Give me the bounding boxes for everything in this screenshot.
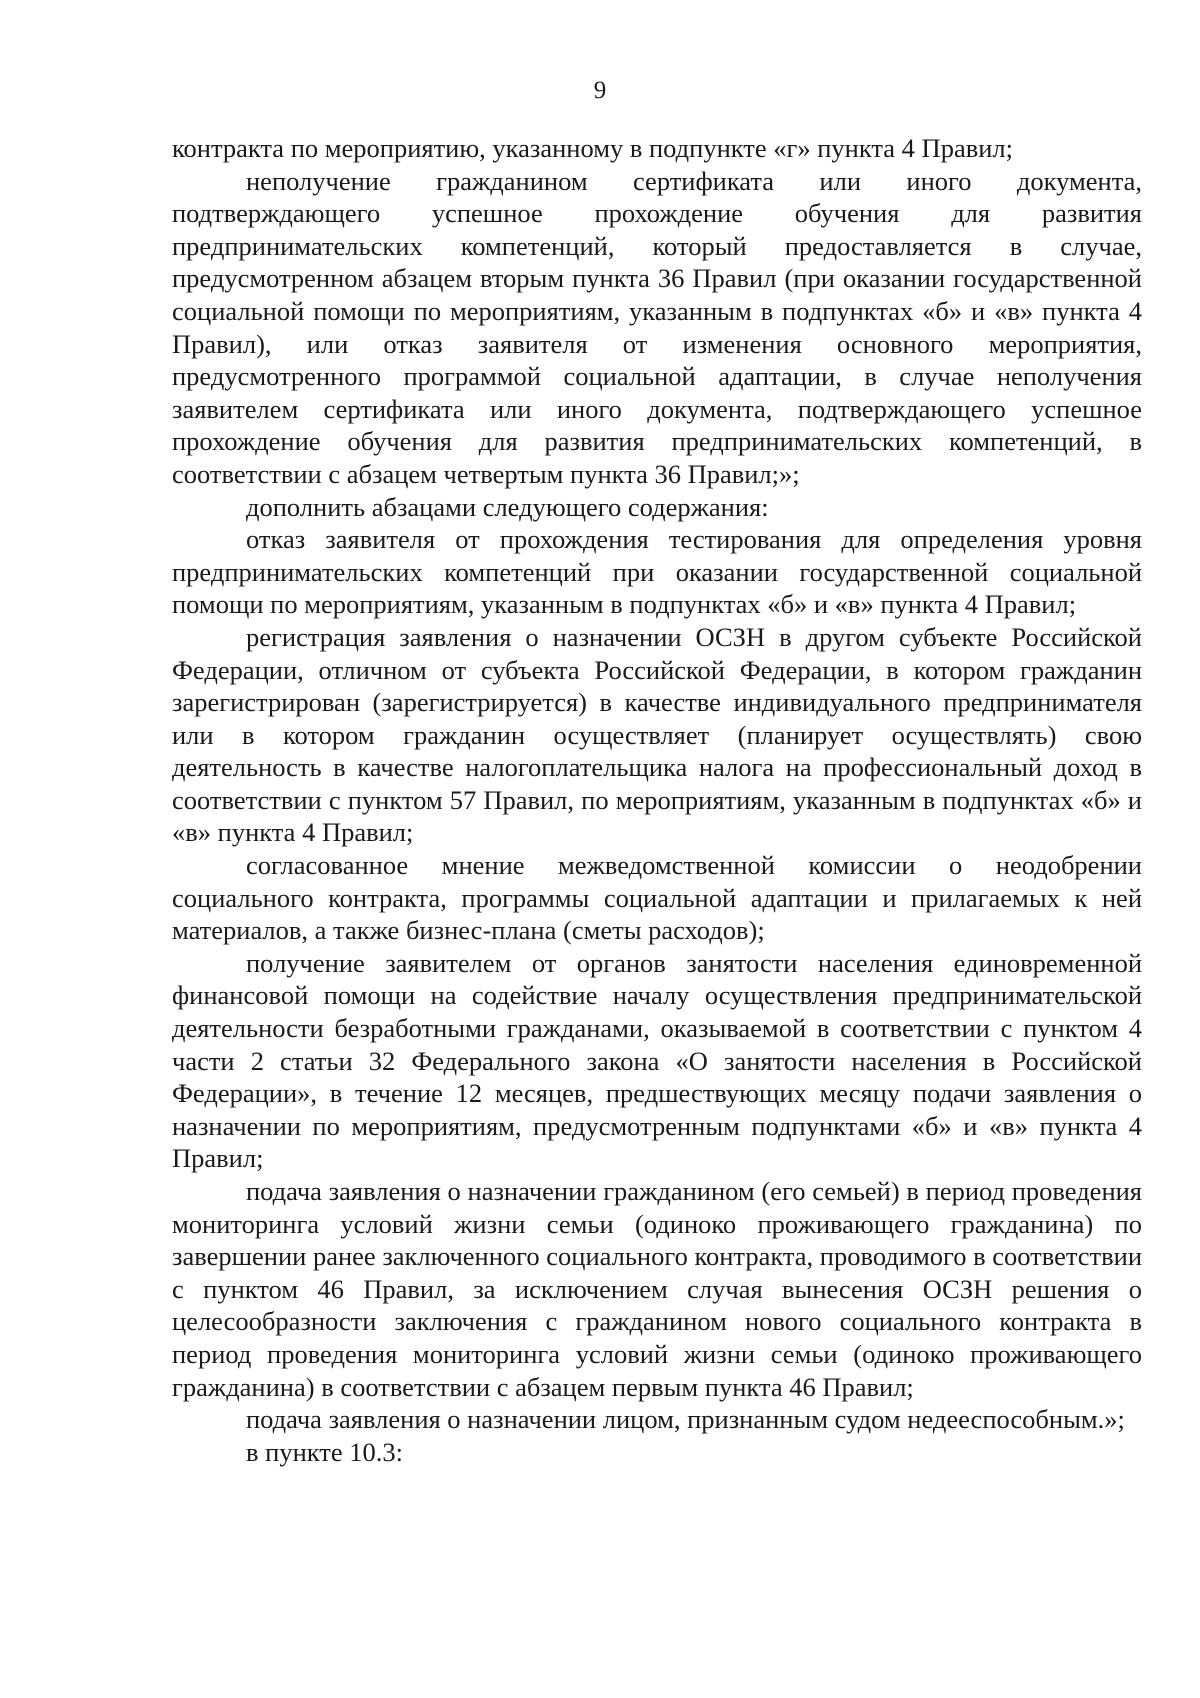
document-body: [172, 132, 1142, 1468]
paragraph-add-clauses: дополнить абзацами следующего содержания:: [246, 491, 769, 522]
paragraph-testing-refusal: отказ заявителя от прохождения тестирования для определения уровня предпринимательских компетенций при оказании государственной социальной помощи по мероприятиям, указанным в подпунктах «б» и «в» пункта 4 Правил;: [172, 524, 1142, 620]
paragraph-continuation: контракта по мероприятию, указанному в подпункте «г» пункта 4 Правил;: [172, 133, 1013, 163]
page-number: 9: [593, 77, 607, 104]
paragraph-employment-assistance: получение заявителем от органов занятости населения единовременной финансовой помощи на содействие началу осуществления предпринимательской деятельности безработными гражданами, оказываемой в соответствии с пунктом 4 части 2 статьи 32 Федерального закона «О занятости населения в Российской Федерации», в течение 12 месяцев, предшествующих месяцу подачи заявления о назначении по мероприятиям, предусмотренным подпунктами «б» и «в» пункта 4 Правил;: [172, 947, 1142, 1174]
paragraph-monitoring-period: подача заявления о назначении гражданином (его семьей) в период проведения мониторинга условий жизни семьи (одиноко проживающего гражданина) по завершении ранее заключенного социального контракта, проводимого в соответствии с пунктом 46 Правил, за исключением случая вынесения ОСЗН решения о целесообразности заключения с гражданином нового социального контракта в период проведения мониторинга условий жизни семьи (одиноко проживающего гражданина) в соответствии с абзацем первым пункта 46 Правил;: [172, 1176, 1142, 1402]
paragraph-certificate-not-received: неполучение гражданином сертификата или иного документа, подтверждающего успешное прохождение обучения для развития предпринимательских компетенций, который предоставляется в случае, предусмотренном абзацем вторым пункта 36 Правил (при оказании государственной социальной помощи по мероприятиям, указанным в подпунктах «б» и «в» пункта 4 Правил), или отказ заявителя от изменения основного мероприятия, предусмотренного программой социальной адаптации, в случае неполучения заявителем сертификата или иного документа, подтверждающего успешное прохождение обучения для развития предпринимательских компетенций, в соответствии с абзацем четвертым пункта 36 Правил;»;: [172, 165, 1142, 489]
paragraph-incapacitated-applicant: подача заявления о назначении лицом, признанным судом недееспособным.»;: [246, 1404, 1125, 1435]
paragraph-registration-other-region: регистрация заявления о назначении ОСЗН в другом субъекте Российской Федерации, отличном от субъекта Российской Федерации, в котором гражданин зарегистрирован (зарегистрируется) в качестве индивидуального предпринимателя или в котором гражданин осуществляет (планирует осуществлять) свою деятельность в качестве налогоплательщика налога на профессиональный доход в соответствии с пунктом 57 Правил, по мероприятиям, указанным в подпунктах «б» и «в» пункта 4 Правил;: [172, 621, 1142, 848]
paragraph-point-10-3: в пункте 10.3:: [246, 1436, 403, 1467]
paragraph-commission-disapproval: согласованное мнение межведомственной комиссии о неодобрении социального контракта, программы социальной адаптации и прилагаемых к ней материалов, а также бизнес-плана (сметы расходов);: [172, 850, 1142, 946]
